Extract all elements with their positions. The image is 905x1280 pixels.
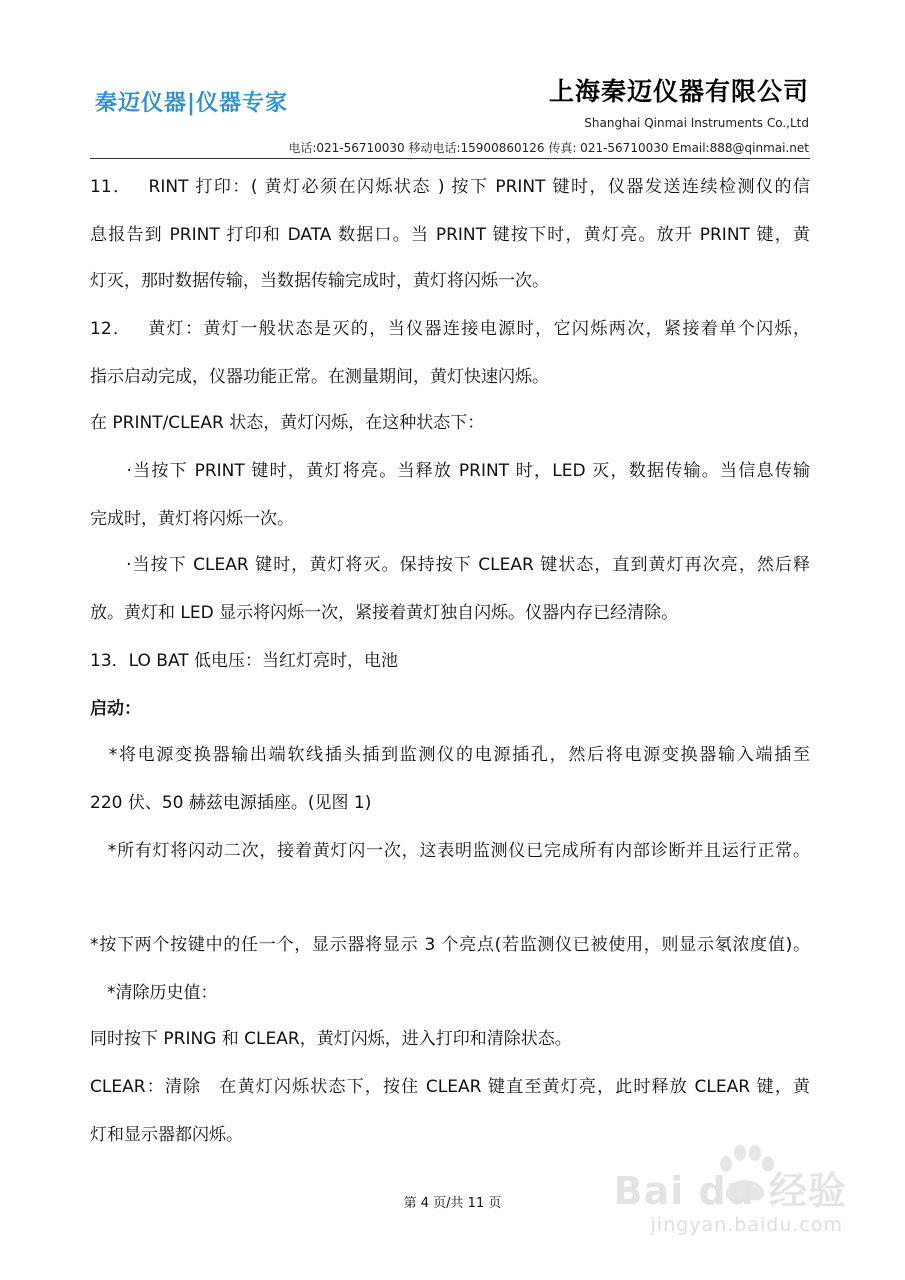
body-line: CLEAR：清除 在黄灯闪烁状态下，按住 CLEAR 键直至黄灯亮，此时释放 CLEAR 键，黄 [90,1077,810,1097]
company-name-en: Shanghai Qinmai Instruments Co.,Ltd [584,116,809,130]
body-line: *清除历史值： [90,983,218,1003]
body-line: 灯和显示器都闪烁。 [90,1125,243,1145]
body-line: *按下两个按键中的任一个，显示器将显示 3 个亮点(若监测仪已被使用，则显示氡浓度值)。 [90,935,810,955]
body-line: 在 PRINT/CLEAR 状态，黄灯闪烁，在这种状态下： [90,413,485,433]
body-line: ·当按下 PRINT 键时，黄灯将亮。当释放 PRINT 时，LED 灭，数据传输。当信息传输 [90,461,810,481]
watermark-url: jingyan.baidu.com [650,1214,843,1236]
body-line: *所有灯将闪动二次，接着黄灯闪一次，这表明监测仪已完成所有内部诊断并且运行正常。 [90,841,810,861]
watermark-logo: Bai du 经验 [613,1169,847,1213]
section-heading: 启动： [90,699,141,719]
body-line: 完成时，黄灯将闪烁一次。 [90,509,294,529]
body-line: 13．LO BAT 低电压：当红灯亮时，电池 [90,651,399,671]
body-line: ·当按下 CLEAR 键时，黄灯将灭。保持按下 CLEAR 键状态，直到黄灯再次亮，然后释 [90,555,810,575]
company-name-cn: 上海秦迈仪器有限公司 [548,77,809,106]
header-divider [90,158,810,159]
body-line: 指示启动完成，仪器功能正常。在测量期间，黄灯快速闪烁。 [90,367,549,387]
body-line: 放。黄灯和 LED 显示将闪烁一次，紧接着黄灯独自闪烁。仪器内存已经清除。 [90,603,679,623]
contact-info: 电话:021-56710030 移动电话:15900860126 传真: 021-56710030 Email:888@qinmai.net [288,141,809,155]
body-line: 12． 黄灯：黄灯一般状态是灭的，当仪器连接电源时，它闪烁两次，紧接着单个闪烁， [90,319,810,339]
brand-logo: 秦迈仪器|仪器专家 [95,91,289,116]
body-line: *将电源变换器输出端软线插头插到监测仪的电源插孔，然后将电源变换器输入端插至 [90,745,810,765]
page-number: 第 4 页/共 11 页 [403,1196,502,1211]
body-line: 同时按下 PRING 和 CLEAR，黄灯闪烁，进入打印和清除状态。 [90,1029,572,1049]
body-line: 灯灭，那时数据传输，当数据传输完成时，黄灯将闪烁一次。 [90,271,549,291]
body-line: 息报告到 PRINT 打印和 DATA 数据口。当 PRINT 键按下时，黄灯亮。放开 PRINT 键，黄 [90,225,810,245]
body-line: 220 伏、50 赫兹电源插座。(见图 1) [90,793,372,813]
body-line: 11． RINT 打印：( 黄灯必须在闪烁状态 ) 按下 PRINT 键时，仪器发送连续检测仪的信 [90,177,810,197]
